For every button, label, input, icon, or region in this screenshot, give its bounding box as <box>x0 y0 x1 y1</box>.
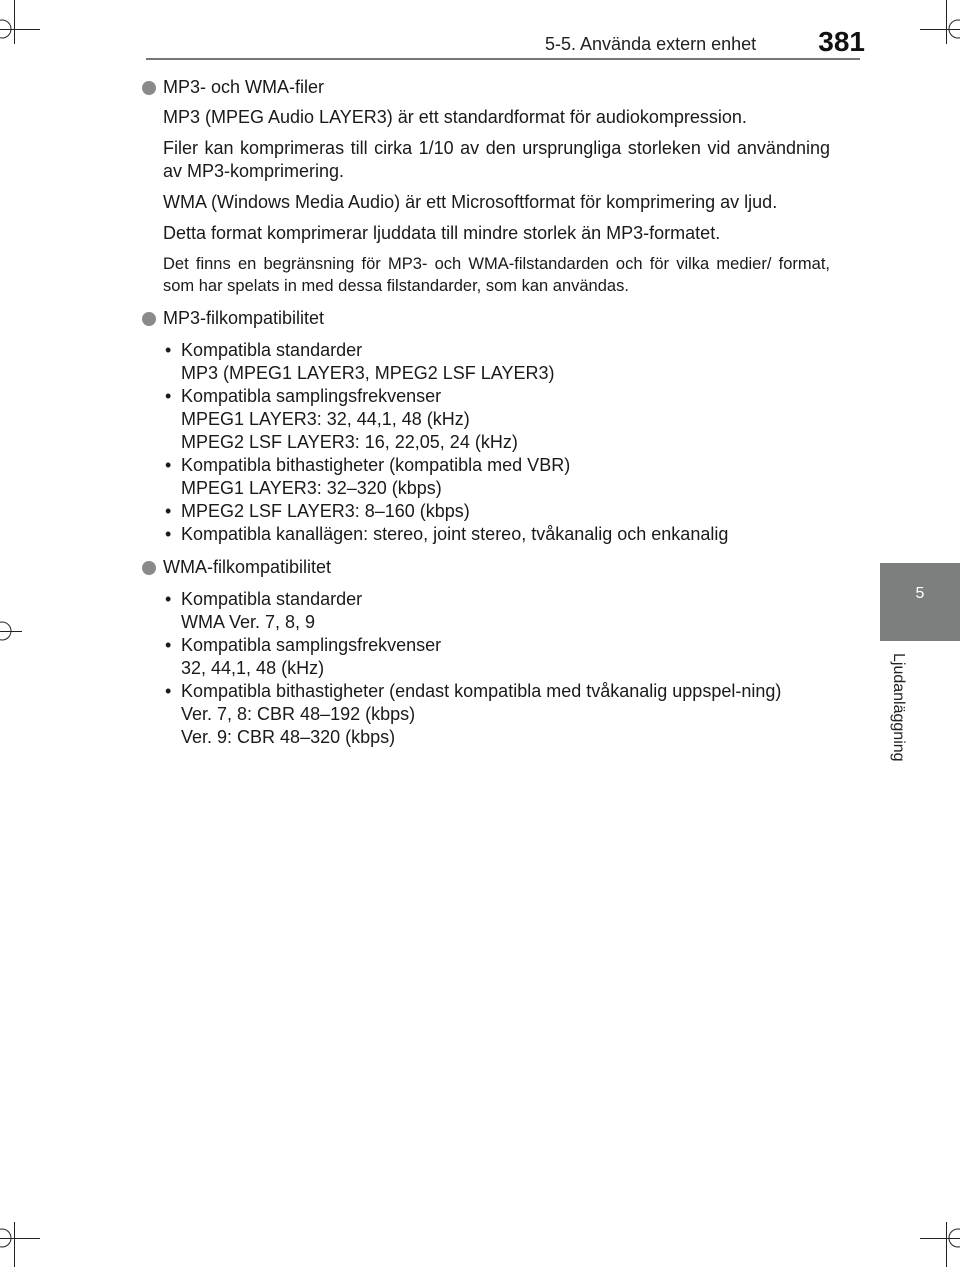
paragraph: MP3 (MPEG Audio LAYER3) är ett standardformat för audiokompression. <box>163 107 747 127</box>
mp3-compat-list <box>163 339 830 546</box>
paragraph: Filer kan komprimeras till cirka 1/10 av den ursprungliga storleken vid användning av MP3-komprimering. <box>163 138 830 181</box>
note-paragraph: Det finns en begränsning för MP3- och WMA-filstandarden och för vilka medier/ format, som har spelats in med dessa filstandarder, som kan användas. <box>163 255 830 295</box>
list-item: • Kompatibla standarder MP3 (MPEG1 LAYER3, MPEG2 LSF LAYER3) <box>165 340 555 383</box>
section-heading-mp3-compat: MP3-filkompatibilitet <box>140 307 830 329</box>
list-item: • Kompatibla samplingsfrekvenser 32, 44,1, 48 (kHz) <box>165 635 442 678</box>
page-content <box>140 76 830 759</box>
page-header <box>520 26 865 66</box>
chapter-title: Ljudanläggning <box>890 653 907 762</box>
list-item: • Kompatibla samplingsfrekvenser MPEG1 LAYER3: 32, 44,1, 48 (kHz) MPEG2 LSF LAYER3: 16, 22,05, 24 (kHz) <box>165 386 518 452</box>
chapter-tab <box>880 563 960 641</box>
registration-mark-icon <box>946 1226 960 1250</box>
list-item: • Kompatibla bithastigheter (endast kompatibla med tvåkanalig uppspel-ning) Ver. 7, 8: CBR 48–192 (kbps) Ver. 9: CBR 48–320 (kbps) <box>165 681 782 747</box>
wma-compat-list <box>163 588 830 749</box>
list-item: • Kompatibla kanallägen: stereo, joint stereo, tvåkanalig och enkanalig <box>165 524 729 544</box>
page-number: 381 <box>818 26 865 57</box>
paragraph: WMA (Windows Media Audio) är ett Microsoftformat för komprimering av ljud. <box>163 192 778 212</box>
section-heading-mp3-wma: MP3- och WMA-filer <box>140 76 830 98</box>
section-title: 5-5. Använda extern enhet <box>545 34 757 54</box>
bullet-dot-icon <box>142 81 156 95</box>
list-item: • Kompatibla bithastigheter (kompatibla med VBR) MPEG1 LAYER3: 32–320 (kbps) <box>165 455 571 498</box>
chapter-number: 5 <box>915 585 925 602</box>
list-item: • MPEG2 LSF LAYER3: 8–160 (kbps) <box>165 501 470 521</box>
section-heading-wma-compat: WMA-filkompatibilitet <box>140 556 830 578</box>
registration-mark-icon <box>0 619 14 643</box>
bullet-dot-icon <box>142 561 156 575</box>
bullet-dot-icon <box>142 312 156 326</box>
registration-mark-icon <box>0 1226 14 1250</box>
registration-mark-icon <box>946 17 960 41</box>
header-divider <box>146 58 860 60</box>
registration-mark-icon <box>0 17 14 41</box>
paragraph: Detta format komprimerar ljuddata till mindre storlek än MP3-formatet. <box>163 223 721 243</box>
list-item: • Kompatibla standarder WMA Ver. 7, 8, 9 <box>165 589 363 632</box>
